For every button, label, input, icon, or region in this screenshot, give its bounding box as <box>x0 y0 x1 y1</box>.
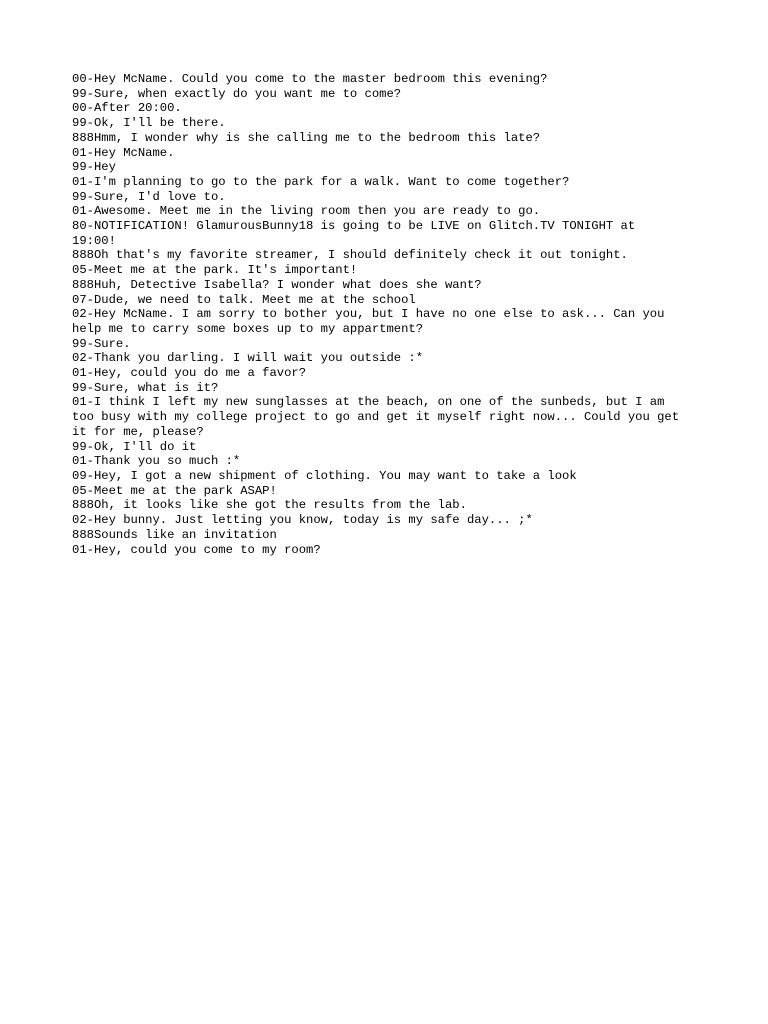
text-line: 01-Hey, could you do me a favor? <box>72 366 307 381</box>
text-line: 09-Hey, I got a new shipment of clothing. You may want to take a look <box>72 468 577 483</box>
text-line: help me to carry some boxes up to my appartment? <box>72 321 424 336</box>
text-line: 99-Sure, what is it? <box>72 380 219 395</box>
text-line: 01-Hey McName. <box>72 145 175 160</box>
text-line: 888Huh, Detective Isabella? I wonder what does she want? <box>72 277 482 292</box>
text-line: 01-I'm planning to go to the park for a walk. Want to come together? <box>72 174 570 189</box>
text-line: 888Hmm, I wonder why is she calling me to the bedroom this late? <box>72 130 541 145</box>
text-line: 02-Hey bunny. Just letting you know, today is my safe day... ;* <box>72 513 533 528</box>
text-line: 02-Hey McName. I am sorry to bother you, but I have no one else to ask... Can you <box>72 307 665 322</box>
document-page <box>72 72 702 557</box>
text-line: 888Sounds like an invitation <box>72 527 277 542</box>
text-line: 01-Thank you so much :* <box>72 454 241 469</box>
text-line: 05-Meet me at the park. It's important! <box>72 263 358 278</box>
text-line: 00-After 20:00. <box>72 101 182 116</box>
text-line: 99-Sure, I'd love to. <box>72 189 226 204</box>
text-line: 888Oh that's my favorite streamer, I should definitely check it out tonight. <box>72 248 628 263</box>
text-line: 00-Hey McName. Could you come to the master bedroom this evening? <box>72 72 548 86</box>
text-line: 99-Hey <box>72 160 116 175</box>
text-line: too busy with my college project to go and get it myself right now... Could you get <box>72 410 680 425</box>
text-line: 01-I think I left my new sunglasses at the beach, on one of the sunbeds, but I am <box>72 395 665 410</box>
text-line: 01-Awesome. Meet me in the living room then you are ready to go. <box>72 204 541 219</box>
text-line: 99-Ok, I'll do it <box>72 439 197 454</box>
text-line: 99-Sure. <box>72 336 131 351</box>
text-line: 05-Meet me at the park ASAP! <box>72 483 277 498</box>
text-line: 888Oh, it looks like she got the results from the lab. <box>72 498 467 513</box>
text-line: 99-Ok, I'll be there. <box>72 116 226 131</box>
text-line: it for me, please? <box>72 424 204 439</box>
text-line: 02-Thank you darling. I will wait you outside :* <box>72 351 424 366</box>
text-line: 19:00! <box>72 233 116 248</box>
text-line: 07-Dude, we need to talk. Meet me at the school <box>72 292 416 307</box>
text-line: 01-Hey, could you come to my room? <box>72 542 321 557</box>
text-line: 99-Sure, when exactly do you want me to come? <box>72 86 402 101</box>
text-line: 80-NOTIFICATION! GlamurousBunny18 is going to be LIVE on Glitch.TV TONIGHT at <box>72 219 636 234</box>
